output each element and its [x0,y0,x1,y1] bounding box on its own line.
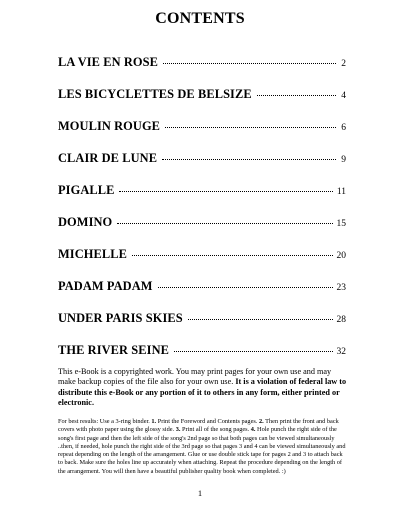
toc-entry-page: 6 [341,123,346,133]
toc-entry-page: 2 [341,59,346,69]
step-text: Then print the front and back covers with photo paper using the glossy side. [58,418,339,434]
toc-entry-title: UNDER PARIS SKIES [58,311,183,325]
toc-entry-moulin-rouge[interactable] [58,119,346,135]
page-number: 1 [197,488,203,498]
dot-leader [117,223,332,224]
step-number: 2. [258,418,264,425]
toc-entry-title: DOMINO [58,215,113,229]
toc-entry-clair-de-lune[interactable] [58,151,346,167]
page-title: CONTENTS [155,10,245,27]
toc-entry-page: 23 [336,283,346,293]
copyright-warning: It is a violation of federal law to distribute this e-Book or any portion of it to others in any form, either printed or electronic. [58,377,347,408]
toc-entry-under-paris-skies[interactable] [58,311,346,327]
toc-entry-the-river-seine[interactable] [58,343,346,359]
toc-entry-page: 32 [336,347,346,357]
toc-entry-michelle[interactable] [58,247,346,263]
dot-leader [158,287,333,288]
dot-leader [174,351,333,352]
toc-entry-title: MOULIN ROUGE [58,119,161,133]
toc-entry-title: MICHELLE [58,247,127,261]
dot-leader [257,95,336,96]
dot-leader [188,319,333,320]
toc-entry-les-bicyclettes-de-belsize[interactable] [58,87,346,103]
toc-entry-page: 9 [341,155,346,165]
printing-instructions [58,418,348,476]
toc-entry-pigalle[interactable] [58,183,346,199]
toc-entry-page: 15 [336,219,346,229]
toc-entry-la-vie-en-rose[interactable] [58,55,346,71]
dot-leader [119,191,332,192]
toc-entry-page: 28 [336,315,346,325]
toc-entry-page: 20 [336,251,346,261]
toc-entry-title: PADAM PADAM [58,279,153,293]
dot-leader [162,159,336,160]
dot-leader [165,127,336,128]
toc-entry-title: PIGALLE [58,183,115,197]
step-text: Hole punch the right side of the song's first page and then the left side of the song's 2nd page so that both pages can be viewed simultaneously ..then, if needed, hole punch the right side of the 3rd page so that pages 3 and 4 can be viewed simultaneously and repeat depending on the length of the arrangement. Glue or use double stick tape for pages 2 and 3 to attach back to back. Make sure the holes line up accurately when attaching. Repeat the procedure depending on the length of the arrangement. You will then have a beautiful publisher quality book when completed. :) [58,426,346,475]
dot-leader [132,255,333,256]
toc-entry-title: LA VIE EN ROSE [58,55,158,69]
step-text: Print all of the song pages. [180,426,251,434]
step-number: 1. [151,418,157,425]
toc-entry-padam-padam[interactable] [58,279,346,295]
copyright-text: This e-Book is a copyrighted work. You may print pages for your own use and may make backup copies of the file also for your own use. [58,367,332,387]
toc-entry-title: THE RIVER SEINE [58,343,169,357]
instructions-intro: For best results: Use a 3-ring binder. [58,418,152,425]
step-text: Print the Foreword and Contents pages. [156,418,259,425]
toc-entry-page: 11 [336,187,346,197]
step-number: 4. [250,426,256,434]
step-number: 3. [175,426,181,434]
toc-entry-title: LES BICYCLETTES DE BELSIZE [58,87,252,101]
copyright-notice [58,367,348,409]
dot-leader [163,63,336,64]
toc-entry-title: CLAIR DE LUNE [58,151,158,165]
toc-entry-domino[interactable] [58,215,346,231]
toc-entry-page: 4 [341,91,346,101]
